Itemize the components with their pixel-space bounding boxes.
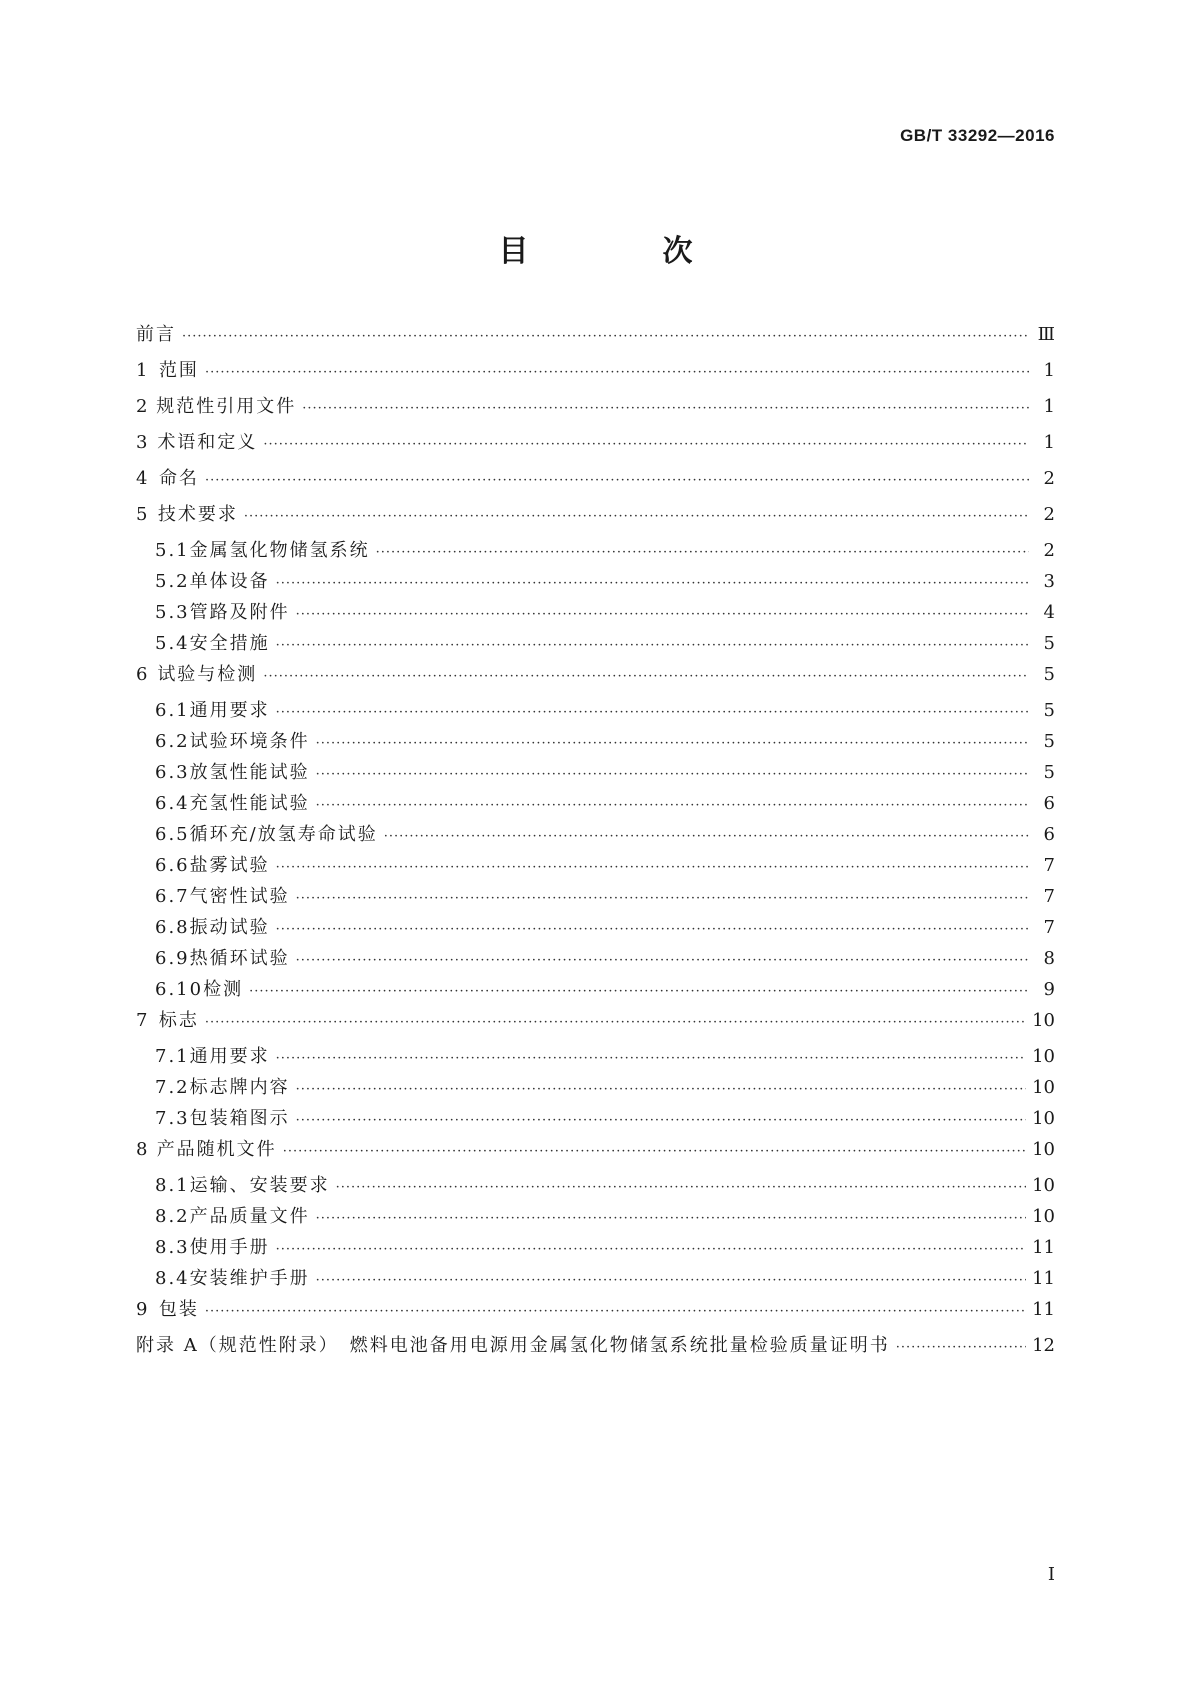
dot-leader	[276, 1242, 1026, 1257]
toc-entry-number: 2	[136, 396, 150, 417]
toc-entry-label: 产品随机文件	[156, 1139, 277, 1160]
toc-entry-label: 命名	[158, 468, 199, 489]
dot-leader	[276, 638, 1029, 653]
toc-entry[interactable]	[136, 660, 1055, 696]
toc-entry-label: 试验与检测	[157, 664, 258, 685]
toc-entry[interactable]	[136, 696, 1055, 727]
toc-entry-page: 2	[1043, 540, 1055, 561]
dot-leader	[296, 607, 1029, 622]
toc-entry-label: 标志	[158, 1010, 199, 1031]
toc-entry-page: 5	[1043, 664, 1055, 685]
dot-leader	[276, 860, 1029, 875]
toc-entry-label: 检测	[203, 979, 244, 1000]
toc-entry[interactable]	[136, 1042, 1055, 1073]
toc-entry[interactable]	[136, 1135, 1055, 1171]
toc-entry[interactable]	[136, 1233, 1055, 1264]
toc-entry-page: 6	[1043, 824, 1055, 845]
toc-entry-label: 技术要求	[157, 504, 238, 525]
toc-entry[interactable]	[136, 1202, 1055, 1233]
toc-entry-page: 3	[1043, 571, 1055, 592]
toc-entry-label: 放氢性能试验	[189, 762, 310, 783]
toc-entry[interactable]	[136, 1264, 1055, 1295]
toc-entry-number: 6.6	[155, 855, 190, 876]
toc-entry-page: 12	[1032, 1335, 1055, 1356]
toc-entry-label: 运输、安装要求	[189, 1175, 330, 1196]
dot-leader	[276, 922, 1029, 937]
dot-leader	[244, 509, 1029, 524]
toc-entry-number: 1	[136, 360, 150, 381]
toc-entry-number: 6.3	[155, 762, 190, 783]
toc-entry-label: 包装	[158, 1299, 199, 1320]
toc-entry-label: 通用要求	[189, 700, 270, 721]
toc-entry-page: 5	[1043, 731, 1055, 752]
dot-leader	[376, 545, 1029, 560]
toc-entry-number: 5.1	[155, 540, 190, 561]
toc-entry-number: 8.4	[155, 1268, 190, 1289]
toc-entry-page: 6	[1043, 793, 1055, 814]
toc-entry-number: 5.2	[155, 571, 190, 592]
toc-entry-label: 术语和定义	[157, 432, 258, 453]
toc-entry-page: 7	[1043, 917, 1055, 938]
dot-leader	[384, 829, 1029, 844]
toc-entry-number: 8.2	[155, 1206, 190, 1227]
toc-entry-label: 产品质量文件	[189, 1206, 310, 1227]
toc-entry-number: 8	[136, 1139, 150, 1160]
dot-leader	[316, 1273, 1026, 1288]
dot-leader	[296, 953, 1029, 968]
dot-leader	[276, 576, 1029, 591]
toc-entry[interactable]	[136, 1006, 1055, 1042]
table-of-contents	[136, 320, 1055, 1367]
toc-entry-number: 6.4	[155, 793, 190, 814]
toc-entry[interactable]	[136, 536, 1055, 567]
toc-entry-number: 6.8	[155, 917, 190, 938]
toc-entry-label: 盐雾试验	[189, 855, 270, 876]
toc-entry-number: 8.3	[155, 1237, 190, 1258]
toc-entry-page: 11	[1032, 1237, 1055, 1258]
dot-leader	[263, 437, 1029, 452]
dot-leader	[316, 767, 1029, 782]
toc-entry-label: 规范性引用文件	[156, 396, 297, 417]
toc-entry-label: 附录 A（规范性附录） 燃料电池备用电源用金属氢化物储氢系统批量检验质量证明书	[136, 1335, 890, 1356]
toc-entry-number: 6.10	[155, 979, 204, 1000]
toc-entry-label: 安全措施	[189, 633, 270, 654]
dot-leader	[316, 1211, 1026, 1226]
toc-entry-page: 10	[1032, 1206, 1055, 1227]
dot-leader	[296, 1113, 1026, 1128]
toc-entry-page: 2	[1043, 504, 1055, 525]
toc-entry-number: 6.2	[155, 731, 190, 752]
toc-entry[interactable]	[136, 1104, 1055, 1135]
toc-entry-label: 使用手册	[189, 1237, 270, 1258]
dot-leader	[896, 1340, 1026, 1355]
toc-entry-page: Ⅲ	[1037, 324, 1055, 345]
dot-leader	[336, 1180, 1026, 1195]
toc-entry-page: 10	[1032, 1046, 1055, 1067]
toc-entry-label: 试验环境条件	[189, 731, 310, 752]
toc-entry[interactable]	[136, 820, 1055, 851]
dot-leader	[316, 798, 1029, 813]
toc-entry-page: 9	[1043, 979, 1055, 1000]
toc-entry[interactable]	[136, 1073, 1055, 1104]
toc-entry-page: 1	[1043, 432, 1055, 453]
dot-leader	[276, 705, 1029, 720]
toc-entry-number: 5.3	[155, 602, 190, 623]
page-title: 目 次	[498, 234, 745, 269]
toc-entry-label: 振动试验	[189, 917, 270, 938]
toc-entry[interactable]	[136, 392, 1055, 428]
dot-leader	[316, 736, 1029, 751]
toc-entry-label: 管路及附件	[189, 602, 290, 623]
dot-leader	[302, 401, 1029, 416]
toc-entry-label: 标志牌内容	[189, 1077, 290, 1098]
toc-entry[interactable]	[136, 464, 1055, 500]
toc-entry-number: 6.5	[155, 824, 190, 845]
toc-entry-page: 2	[1043, 468, 1055, 489]
toc-entry-page: 4	[1043, 602, 1055, 623]
toc-entry-page: 10	[1032, 1175, 1055, 1196]
toc-entry-label: 热循环试验	[189, 948, 290, 969]
toc-entry-page: 10	[1032, 1077, 1055, 1098]
toc-entry-number: 7.3	[155, 1108, 190, 1129]
toc-entry-page: 7	[1043, 855, 1055, 876]
toc-entry-label: 包装箱图示	[189, 1108, 290, 1129]
toc-entry[interactable]	[136, 567, 1055, 598]
dot-leader	[205, 1304, 1026, 1319]
dot-leader	[205, 365, 1029, 380]
toc-entry-number: 6	[136, 664, 150, 685]
dot-leader	[263, 669, 1029, 684]
dot-leader	[205, 1015, 1026, 1030]
dot-leader	[205, 473, 1029, 488]
toc-entry[interactable]	[136, 1331, 1055, 1367]
toc-entry-page: 11	[1032, 1299, 1055, 1320]
toc-entry-number: 5.4	[155, 633, 190, 654]
toc-entry-page: 10	[1032, 1139, 1055, 1160]
toc-entry[interactable]	[136, 1171, 1055, 1202]
dot-leader	[296, 891, 1029, 906]
toc-entry[interactable]	[136, 913, 1055, 944]
toc-entry-label: 循环充/放氢寿命试验	[189, 824, 378, 845]
toc-entry[interactable]	[136, 356, 1055, 392]
toc-entry-page: 7	[1043, 886, 1055, 907]
toc-entry-number: 3	[136, 432, 150, 453]
toc-entry-page: 11	[1032, 1268, 1055, 1289]
toc-entry-page: 5	[1043, 762, 1055, 783]
toc-entry[interactable]	[136, 789, 1055, 820]
toc-entry-page: 1	[1043, 360, 1055, 381]
toc-entry-number: 7	[136, 1010, 150, 1031]
toc-entry-label: 充氢性能试验	[189, 793, 310, 814]
toc-entry[interactable]	[136, 1295, 1055, 1331]
toc-entry-number: 4	[136, 468, 150, 489]
toc-entry[interactable]	[136, 727, 1055, 758]
toc-entry-page: 10	[1032, 1108, 1055, 1129]
toc-entry-page: 10	[1032, 1010, 1055, 1031]
toc-entry-number: 7.2	[155, 1077, 190, 1098]
dot-leader	[276, 1051, 1026, 1066]
dot-leader	[182, 329, 1029, 344]
toc-entry[interactable]	[136, 629, 1055, 660]
toc-entry-number: 6.1	[155, 700, 190, 721]
toc-entry-page: 8	[1043, 948, 1055, 969]
toc-entry-number: 9	[136, 1299, 150, 1320]
toc-entry-label: 安装维护手册	[189, 1268, 310, 1289]
toc-entry-page: 5	[1043, 700, 1055, 721]
toc-entry-number: 6.9	[155, 948, 190, 969]
toc-entry-number: 8.1	[155, 1175, 190, 1196]
standard-code: GB/T 33292—2016	[900, 126, 1055, 145]
toc-entry[interactable]	[136, 320, 1055, 356]
toc-entry-page: 1	[1043, 396, 1055, 417]
toc-entry-label: 通用要求	[189, 1046, 270, 1067]
toc-entry-number: 6.7	[155, 886, 190, 907]
toc-entry[interactable]	[136, 428, 1055, 464]
dot-leader	[249, 984, 1029, 999]
toc-entry-label: 气密性试验	[189, 886, 290, 907]
toc-entry-page: 5	[1043, 633, 1055, 654]
toc-entry[interactable]	[136, 598, 1055, 629]
toc-entry-number: 7.1	[155, 1046, 190, 1067]
dot-leader	[296, 1082, 1026, 1097]
toc-entry[interactable]	[136, 882, 1055, 913]
toc-entry[interactable]	[136, 851, 1055, 882]
toc-entry-label: 范围	[158, 360, 199, 381]
toc-entry[interactable]	[136, 758, 1055, 789]
dot-leader	[283, 1144, 1026, 1159]
page-number: I	[1047, 1564, 1055, 1585]
toc-entry[interactable]	[136, 975, 1055, 1006]
toc-entry-label: 前言	[136, 324, 176, 345]
toc-entry[interactable]	[136, 500, 1055, 536]
toc-entry-label: 金属氢化物储氢系统	[189, 540, 370, 561]
toc-entry-label: 单体设备	[189, 571, 270, 592]
toc-entry-number: 5	[136, 504, 150, 525]
toc-entry[interactable]	[136, 944, 1055, 975]
